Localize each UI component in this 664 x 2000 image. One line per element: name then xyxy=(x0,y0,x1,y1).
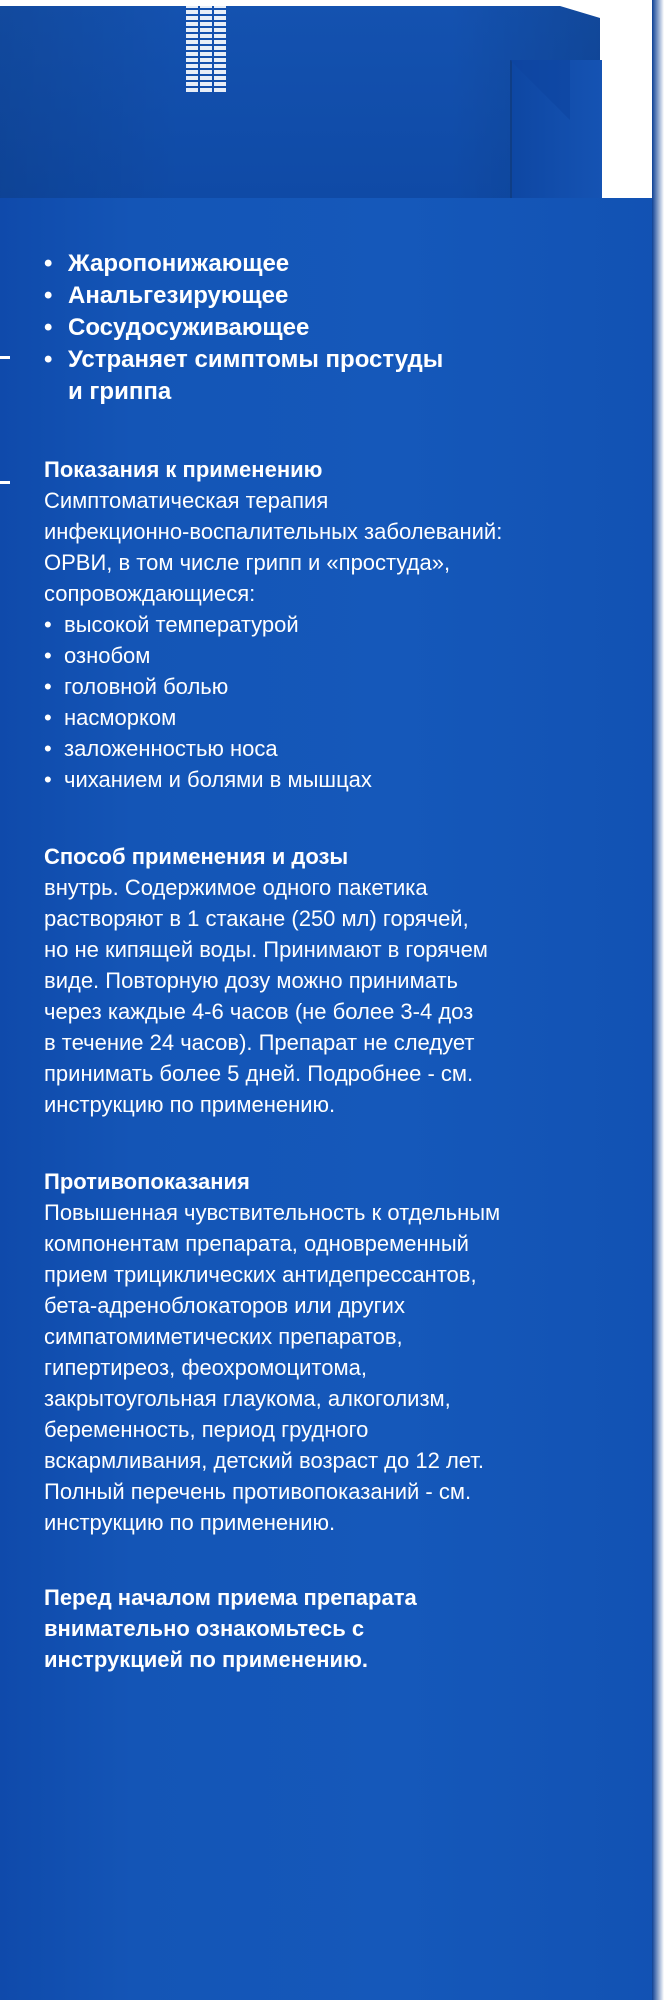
indications-text: Симптоматическая терапия инфекционно-воспалительных заболеваний: ОРВИ, в том числе грипп и «простуда», сопровождающиеся: xyxy=(44,488,503,606)
package-text xyxy=(44,248,644,1697)
feature-item: • Сосудосуживающее xyxy=(44,312,644,344)
box-right-edge xyxy=(652,0,664,2000)
feature-item: • Устраняет симптомы простуды и гриппа xyxy=(44,344,644,408)
indications-section xyxy=(44,454,644,795)
fold-mark xyxy=(0,356,10,359)
batch-line xyxy=(186,2,198,92)
warning-text: Перед началом приема препарата внимательно ознакомьтесь с инструкцией по применению. xyxy=(44,1585,417,1672)
indications-title: Показания к применению xyxy=(44,457,323,482)
symptom-item: • насморком xyxy=(44,702,644,733)
fold-mark xyxy=(0,481,10,484)
feature-item: • Жаропонижающее xyxy=(44,248,644,280)
contraindications-text: Повышенная чувствительность к отдельным компонентам препарата, одновременный прием трициклических антидепрессантов, бета-адреноблокаторов или других симпатомиметических препаратов, гипертиреоз, феохромоцитома, закрытоугольная глаукома, алкоголизм, беременность, период грудного вскармливания, детский возраст до 12 лет. Полный перечень противопоказаний - см. инструкцию по применению. xyxy=(44,1200,501,1535)
symptom-item: • заложенностью носа xyxy=(44,733,644,764)
contraindications-title: Противопоказания xyxy=(44,1169,250,1194)
batch-line xyxy=(214,2,226,92)
symptom-item: • чиханием и болями в мышцах xyxy=(44,764,644,795)
contraindications-section xyxy=(44,1166,644,1538)
features-list xyxy=(44,248,644,408)
dosage-title: Способ применения и дозы xyxy=(44,844,349,869)
dosage-text: внутрь. Содержимое одного пакетика растворяют в 1 стакане (250 мл) горячей, но не кипящей воды. Принимают в горячем виде. Повторную дозу можно принимать через каждые 4-6 часов (не более 3-4 доз в течение 24 часов). Препарат не следует принимать более 5 дней. Подробнее - см. инструкцию по применению. xyxy=(44,875,488,1117)
symptom-item: • высокой температурой xyxy=(44,609,644,640)
feature-item: • Анальгезирующее xyxy=(44,280,644,312)
symptom-item: • головной болью xyxy=(44,671,644,702)
dosage-section xyxy=(44,841,644,1120)
batch-print-marks xyxy=(186,2,226,92)
symptoms-list xyxy=(44,609,644,795)
symptom-item: • ознобом xyxy=(44,640,644,671)
batch-line xyxy=(200,2,212,92)
